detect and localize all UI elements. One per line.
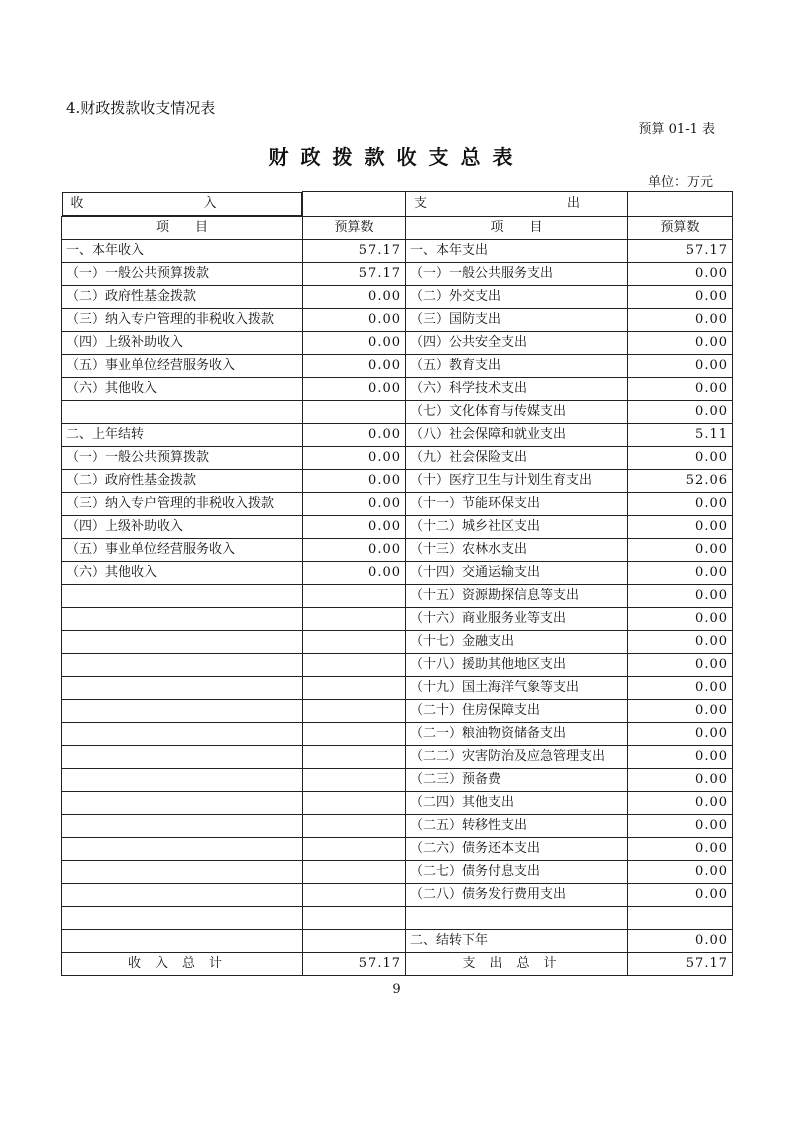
expense-item-value: 0.00 [628, 814, 733, 837]
income-item-value [303, 400, 406, 423]
expense-item-label: （八）社会保障和就业支出 [406, 423, 628, 446]
expense-item-value: 0.00 [628, 676, 733, 699]
income-item-label: （二）政府性基金拨款 [62, 469, 303, 492]
income-item-label [62, 768, 303, 791]
expense-item-label: （二一）粮油物资储备支出 [406, 722, 628, 745]
expense-item-label: （十五）资源勘探信息等支出 [406, 584, 628, 607]
income-item-label [62, 607, 303, 630]
expense-item-label: （二二）灾害防治及应急管理支出 [406, 745, 628, 768]
expense-item-value [628, 906, 733, 929]
income-item-value [303, 653, 406, 676]
income-item-value: 0.00 [303, 377, 406, 400]
income-item-label: （五）事业单位经营服务收入 [62, 354, 303, 377]
totals-row [62, 952, 733, 975]
income-item-value [303, 607, 406, 630]
expense-item-label: （十九）国土海洋气象等支出 [406, 676, 628, 699]
income-item-value: 57.17 [303, 239, 406, 262]
expense-item-value: 0.00 [628, 768, 733, 791]
table-row [62, 469, 733, 492]
income-header-char-2: 入 [203, 195, 217, 211]
expense-item-value: 0.00 [628, 584, 733, 607]
income-item-label: （六）其他收入 [62, 561, 303, 584]
income-total-value: 57.17 [303, 952, 406, 975]
table-row [62, 860, 733, 883]
income-item-value: 0.00 [303, 538, 406, 561]
income-item-label: （一）一般公共预算拨款 [62, 446, 303, 469]
income-item-value [303, 906, 406, 929]
income-item-label [62, 722, 303, 745]
income-item-value [303, 699, 406, 722]
form-number: 预算 01-1 表 [638, 122, 715, 137]
expense-item-label: （十三）农林水支出 [406, 538, 628, 561]
income-item-label: （四）上级补助收入 [62, 515, 303, 538]
table-row [62, 377, 733, 400]
income-item-value [303, 722, 406, 745]
expense-item-label: （三）国防支出 [406, 308, 628, 331]
expense-item-value: 5.11 [628, 423, 733, 446]
income-item-value [303, 837, 406, 860]
page-number: 9 [392, 982, 401, 997]
expense-header-char-2: 出 [567, 195, 581, 211]
section-title: 4.财政拨款收支情况表 [66, 99, 216, 117]
header-row-category [62, 192, 733, 217]
table-row [62, 561, 733, 584]
table-row [62, 837, 733, 860]
expense-item-label: （二十）住房保障支出 [406, 699, 628, 722]
income-item-value: 0.00 [303, 492, 406, 515]
expense-item-value: 0.00 [628, 354, 733, 377]
income-item-label [62, 837, 303, 860]
income-item-label: （五）事业单位经营服务收入 [62, 538, 303, 561]
budget-table [61, 191, 733, 976]
income-item-label [62, 699, 303, 722]
income-item-value [303, 814, 406, 837]
income-item-value: 0.00 [303, 469, 406, 492]
expense-item-label: （十七）金融支出 [406, 630, 628, 653]
income-item-label: （六）其他收入 [62, 377, 303, 400]
income-item-label: （四）上级补助收入 [62, 331, 303, 354]
table-row [62, 262, 733, 285]
expense-item-value: 0.00 [628, 262, 733, 285]
table-row [62, 400, 733, 423]
table-row [62, 929, 733, 952]
income-item-value: 0.00 [303, 561, 406, 584]
expense-header [406, 192, 628, 217]
expense-item-value: 0.00 [628, 929, 733, 952]
table-row [62, 308, 733, 331]
income-item-label [62, 676, 303, 699]
expense-total-label: 支出总计 [406, 952, 628, 975]
expense-item-label: （二）外交支出 [406, 285, 628, 308]
expense-item-value: 0.00 [628, 722, 733, 745]
expense-item-label: （十四）交通运输支出 [406, 561, 628, 584]
expense-budget-header: 预算数 [628, 216, 733, 239]
expense-item-label: 一、本年支出 [406, 239, 628, 262]
income-item-label [62, 860, 303, 883]
income-item-label [62, 814, 303, 837]
income-item-value: 57.17 [303, 262, 406, 285]
expense-item-label: （九）社会保险支出 [406, 446, 628, 469]
expense-header-blank [628, 192, 733, 217]
income-item-label [62, 929, 303, 952]
expense-header-char-1: 支 [414, 195, 428, 211]
income-item-value [303, 768, 406, 791]
table-row [62, 653, 733, 676]
table-row [62, 354, 733, 377]
income-header-char-1: 收 [70, 195, 84, 211]
expense-item-label: （十）医疗卫生与计划生育支出 [406, 469, 628, 492]
income-item-value [303, 676, 406, 699]
expense-item-label: （二四）其他支出 [406, 791, 628, 814]
expense-item-value: 0.00 [628, 860, 733, 883]
income-item-label [62, 883, 303, 906]
expense-item-label: （二七）债务付息支出 [406, 860, 628, 883]
table-row [62, 722, 733, 745]
expense-item-value: 52.06 [628, 469, 733, 492]
income-item-label [62, 745, 303, 768]
expense-item-value: 0.00 [628, 883, 733, 906]
table-row [62, 791, 733, 814]
income-item-label: 一、本年收入 [62, 239, 303, 262]
income-header [62, 192, 303, 216]
income-budget-header: 预算数 [303, 216, 406, 239]
expense-item-value: 0.00 [628, 538, 733, 561]
income-header-blank [303, 192, 406, 217]
expense-item-value: 0.00 [628, 837, 733, 860]
expense-item-label: （十一）节能环保支出 [406, 492, 628, 515]
table-row [62, 515, 733, 538]
table-row [62, 607, 733, 630]
expense-item-value: 0.00 [628, 561, 733, 584]
expense-item-label: （二五）转移性支出 [406, 814, 628, 837]
expense-item-value: 0.00 [628, 745, 733, 768]
table-row [62, 538, 733, 561]
expense-item-label: （五）教育支出 [406, 354, 628, 377]
table-row [62, 423, 733, 446]
expense-item-value: 0.00 [628, 331, 733, 354]
table-row [62, 883, 733, 906]
income-item-label [62, 400, 303, 423]
expense-item-value: 0.00 [628, 653, 733, 676]
expense-item-label: （二六）债务还本支出 [406, 837, 628, 860]
expense-item-value: 0.00 [628, 400, 733, 423]
table-row [62, 492, 733, 515]
income-item-value [303, 929, 406, 952]
income-item-label [62, 906, 303, 929]
expense-item-label: 二、结转下年 [406, 929, 628, 952]
expense-item-value: 0.00 [628, 699, 733, 722]
income-item-header: 项 目 [62, 216, 303, 239]
expense-item-value: 0.00 [628, 607, 733, 630]
expense-item-label: （二八）债务发行费用支出 [406, 883, 628, 906]
expense-item-value: 0.00 [628, 446, 733, 469]
income-item-value [303, 791, 406, 814]
page-title: 财政拨款收支总表 [268, 145, 525, 169]
table-row [62, 768, 733, 791]
expense-item-label: （六）科学技术支出 [406, 377, 628, 400]
table-row [62, 699, 733, 722]
table-row [62, 676, 733, 699]
expense-item-value: 0.00 [628, 308, 733, 331]
header-row-columns [62, 216, 733, 239]
expense-item-label: （十二）城乡社区支出 [406, 515, 628, 538]
income-item-value [303, 584, 406, 607]
expense-item-label: （十六）商业服务业等支出 [406, 607, 628, 630]
income-item-value: 0.00 [303, 515, 406, 538]
income-item-value [303, 883, 406, 906]
income-item-value: 0.00 [303, 446, 406, 469]
income-item-value [303, 860, 406, 883]
income-item-value: 0.00 [303, 285, 406, 308]
income-item-value: 0.00 [303, 308, 406, 331]
expense-item-value: 0.00 [628, 515, 733, 538]
income-item-label [62, 630, 303, 653]
expense-item-value: 0.00 [628, 377, 733, 400]
income-item-value [303, 630, 406, 653]
expense-item-value: 0.00 [628, 791, 733, 814]
expense-total-value: 57.17 [628, 952, 733, 975]
income-item-label: 二、上年结转 [62, 423, 303, 446]
expense-item-label: （二三）预备费 [406, 768, 628, 791]
income-total-label: 收入总计 [62, 952, 303, 975]
expense-item-value: 0.00 [628, 492, 733, 515]
expense-item-label: （十八）援助其他地区支出 [406, 653, 628, 676]
income-item-value: 0.00 [303, 354, 406, 377]
income-item-value: 0.00 [303, 423, 406, 446]
table-row [62, 906, 733, 929]
income-item-label: （二）政府性基金拨款 [62, 285, 303, 308]
table-row [62, 745, 733, 768]
income-item-label [62, 791, 303, 814]
expense-item-label: （四）公共安全支出 [406, 331, 628, 354]
income-item-value [303, 745, 406, 768]
income-item-label: （三）纳入专户管理的非税收入拨款 [62, 492, 303, 515]
income-item-value: 0.00 [303, 331, 406, 354]
income-item-label: （一）一般公共预算拨款 [62, 262, 303, 285]
table-row [62, 446, 733, 469]
income-item-label [62, 584, 303, 607]
table-row [62, 630, 733, 653]
expense-item-header: 项 目 [406, 216, 628, 239]
expense-item-value: 0.00 [628, 285, 733, 308]
expense-item-value: 0.00 [628, 630, 733, 653]
expense-item-label [406, 906, 628, 929]
table-row [62, 239, 733, 262]
income-item-label: （三）纳入专户管理的非税收入拨款 [62, 308, 303, 331]
expense-item-value: 57.17 [628, 239, 733, 262]
table-row [62, 285, 733, 308]
expense-item-label: （一）一般公共服务支出 [406, 262, 628, 285]
expense-item-label: （七）文化体育与传媒支出 [406, 400, 628, 423]
table-row [62, 331, 733, 354]
table-row [62, 814, 733, 837]
table-row [62, 584, 733, 607]
income-item-label [62, 653, 303, 676]
unit-label: 单位：万元 [647, 175, 713, 190]
